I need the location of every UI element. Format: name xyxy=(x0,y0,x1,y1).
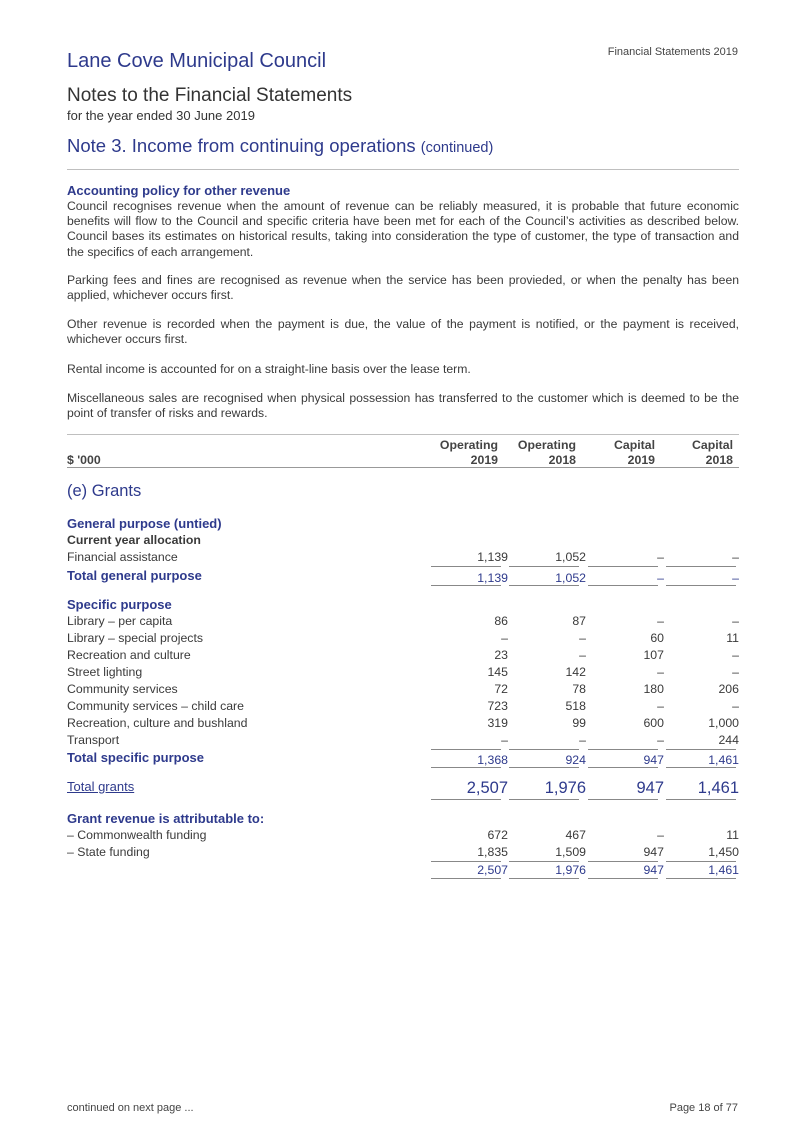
unit-label: $ '000 xyxy=(67,453,101,467)
table-row-grand-total: Total grants 2,507 1,976 947 1,461 xyxy=(67,779,739,797)
policy-paragraph: Council recognises revenue when the amount of revenue can be reliably measured, it is probable that future economic benefits will flow to the Council and specific criteria have been met for each of the Council’s activities as described below. Council bases its estimates on historical results, taking into consideration the type of customer, the type of transaction and the specifics of each arrangement. xyxy=(67,199,739,259)
column-header: Operating 2018 xyxy=(517,438,576,467)
table-row: Community services – child care 723 518 – – xyxy=(67,699,739,713)
document-header: Financial Statements 2019 xyxy=(607,46,738,58)
table-row: Community services 72 78 180 206 xyxy=(67,682,739,696)
column-header: Capital 2019 xyxy=(614,438,655,467)
specific-purpose-heading: Specific purpose xyxy=(67,597,172,612)
policy-paragraph: Miscellaneous sales are recognised when physical possession has transferred to the customer which is deemed to be the point of transfer of risks and rewards. xyxy=(67,391,739,421)
column-header: Operating 2019 xyxy=(439,438,498,467)
table-row-total: 2,507 1,976 947 1,461 xyxy=(477,863,739,877)
section-title: (e) Grants xyxy=(67,482,142,500)
council-name: Lane Cove Municipal Council xyxy=(67,50,327,72)
policy-paragraph: Parking fees and fines are recognised as revenue when the service has been provieded, or when the penalty has been applied, whichever occurs first. xyxy=(67,273,739,303)
footer-continued: continued on next page ... xyxy=(67,1102,194,1114)
table-row: – Commonwealth funding 672 467 – 11 xyxy=(67,828,739,842)
note-heading xyxy=(67,135,493,157)
policy-paragraph: Other revenue is recorded when the payment is due, the value of the payment is notified, or the payment is received, whichever occurs first. xyxy=(67,317,739,347)
table-row: Library – per capita 86 87 – – xyxy=(67,614,739,628)
table-row-total: Total general purpose 1,139 1,052 – – xyxy=(67,568,739,585)
table-header-rule xyxy=(67,467,739,468)
column-header: Capital 2018 xyxy=(692,438,733,467)
table-row: – State funding 1,835 1,509 947 1,450 xyxy=(67,845,739,859)
attributable-heading: Grant revenue is attributable to: xyxy=(67,811,265,826)
page-number: Page 18 of 77 xyxy=(669,1102,738,1114)
divider xyxy=(67,169,739,170)
table-row: Transport – – – 244 xyxy=(67,733,739,747)
table-row-total: Total specific purpose 1,368 924 947 1,461 xyxy=(67,750,739,767)
table-row: Library – special projects – – 60 11 xyxy=(67,631,739,645)
page-subtitle: for the year ended 30 June 2019 xyxy=(67,108,255,123)
note-continued: (continued) xyxy=(420,140,494,156)
table-top-rule xyxy=(67,434,739,435)
policy-paragraph: Rental income is accounted for on a straight-line basis over the lease term. xyxy=(67,362,471,376)
table-row: Current year allocation xyxy=(67,533,201,547)
table-row: Street lighting 145 142 – – xyxy=(67,665,739,679)
page-title: Notes to the Financial Statements xyxy=(67,85,353,106)
policy-heading: Accounting policy for other revenue xyxy=(67,183,291,198)
general-purpose-heading: General purpose (untied) xyxy=(67,516,222,531)
table-row: Recreation and culture 23 – 107 – xyxy=(67,648,739,662)
table-row: Financial assistance 1,139 1,052 – – xyxy=(67,550,739,564)
note-heading-text: Note 3. Income from continuing operations xyxy=(67,135,416,156)
table-row: Recreation, culture and bushland 319 99 600 1,000 xyxy=(67,716,739,730)
